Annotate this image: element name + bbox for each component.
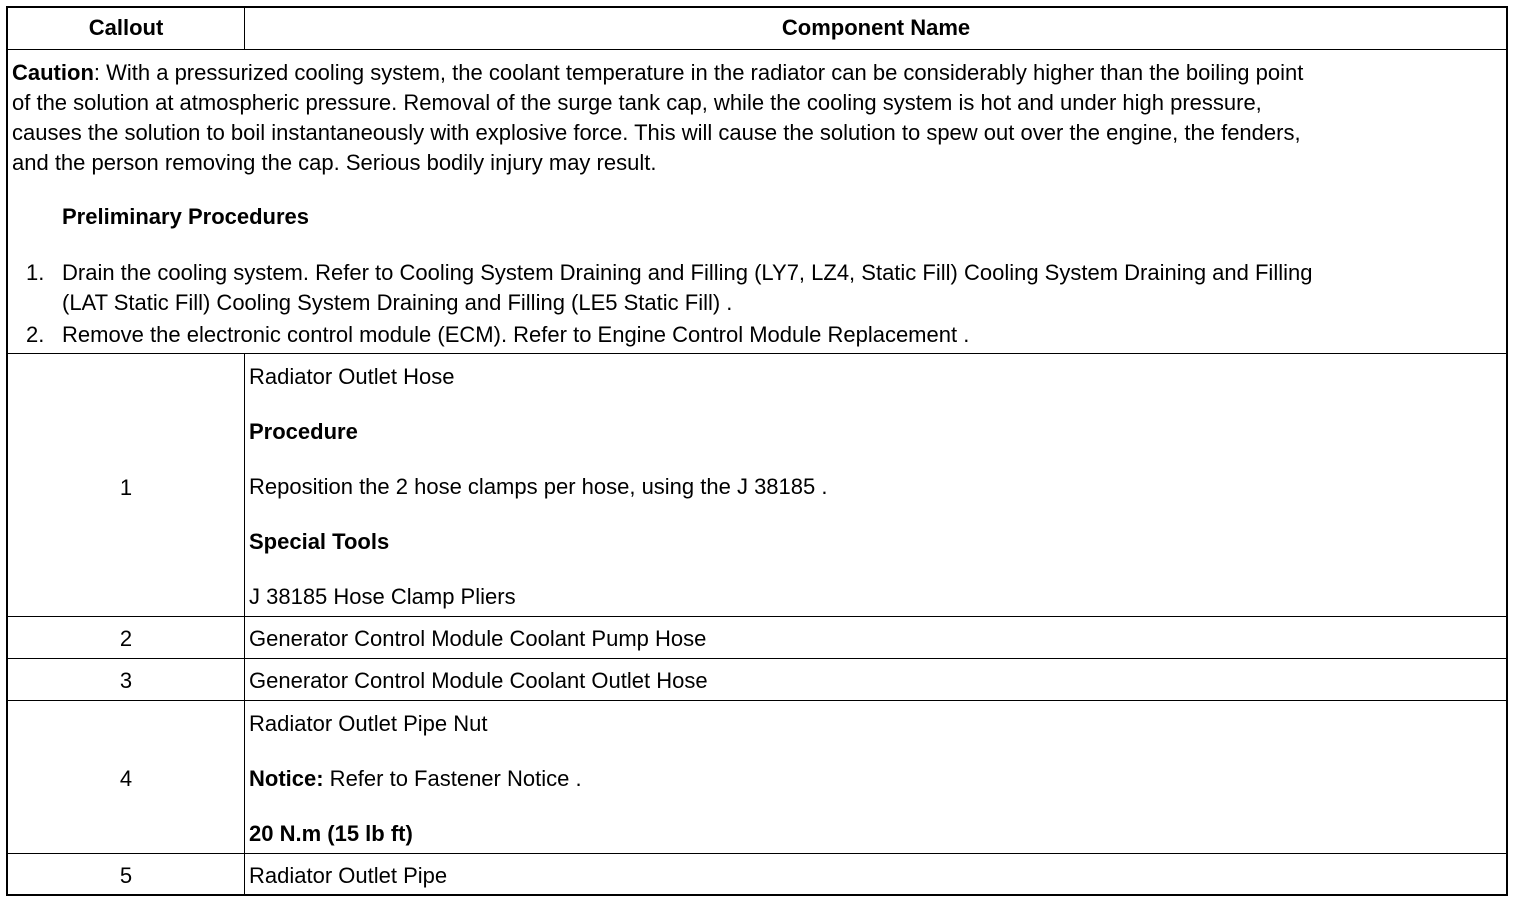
component-name: Generator Control Module Coolant Pump Hose	[249, 626, 707, 651]
preliminary-heading: Preliminary Procedures	[62, 204, 310, 229]
row-divider	[8, 658, 1506, 659]
notice-line	[249, 764, 582, 794]
column-divider	[244, 8, 245, 49]
component-name: Radiator Outlet Pipe Nut	[249, 711, 488, 736]
callout-number: 5	[119, 863, 133, 888]
row-divider	[8, 700, 1506, 701]
step-text: Remove the electronic control module (ECM). Refer to Engine Control Module Replacement .	[62, 322, 970, 347]
header-divider	[8, 49, 1506, 50]
caution-line: causes the solution to boil instantaneously with explosive force. This will cause the solution to spew out over the engine, the fenders,	[12, 120, 1301, 145]
component-name: Radiator Outlet Hose	[249, 364, 455, 389]
special-tools-text: J 38185 Hose Clamp Pliers	[249, 584, 516, 609]
column-header-component-name: Component Name	[781, 15, 971, 40]
special-tools-label: Special Tools	[249, 529, 390, 554]
component-name: Generator Control Module Coolant Outlet Hose	[249, 668, 708, 693]
callout-number: 2	[119, 626, 133, 651]
component-name: Radiator Outlet Pipe	[249, 863, 448, 888]
column-divider	[244, 353, 245, 896]
callout-number: 1	[119, 475, 133, 500]
procedure-label: Procedure	[249, 419, 358, 444]
step-text: Drain the cooling system. Refer to Cooling System Draining and Filling (LY7, LZ4, Static Fill) Cooling System Draining and Filling	[62, 260, 1313, 285]
caution-label: Caution	[12, 60, 94, 85]
row-divider	[8, 616, 1506, 617]
step-text: (LAT Static Fill) Cooling System Draining and Filling (LE5 Static Fill) .	[62, 290, 733, 315]
row-divider	[8, 353, 1506, 354]
row-divider	[8, 853, 1506, 854]
callout-number: 4	[119, 766, 133, 791]
caution-line: and the person removing the cap. Serious bodily injury may result.	[12, 150, 657, 175]
callout-number: 3	[119, 668, 133, 693]
caution-line: Caution: With a pressurized cooling system, the coolant temperature in the radiator can be considerably higher than the boiling point	[12, 60, 1304, 85]
column-header-callout: Callout	[88, 15, 164, 40]
step-number: 2.	[26, 322, 45, 347]
caution-line: of the solution at atmospheric pressure. Removal of the surge tank cap, while the cooling system is hot and under high pressure,	[12, 90, 1262, 115]
torque-spec: 20 N.m (15 lb ft)	[249, 821, 413, 846]
step-number: 1.	[26, 260, 45, 285]
procedure-table	[6, 6, 1508, 896]
notice-label: Notice:	[249, 766, 324, 791]
notice-text: Refer to Fastener Notice .	[323, 766, 582, 791]
procedure-text: Reposition the 2 hose clamps per hose, using the J 38185 .	[249, 474, 828, 499]
